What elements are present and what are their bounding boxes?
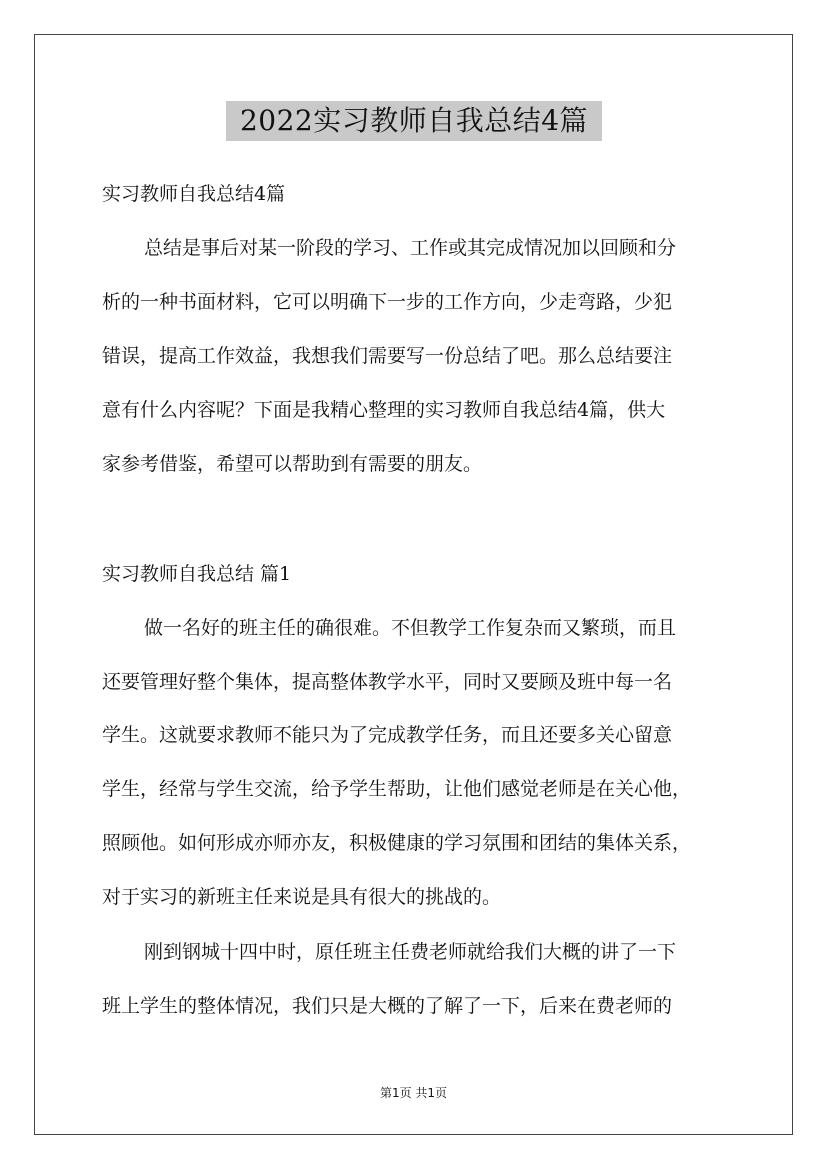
intro-line: 总结是事后对某一阶段的学习、工作或其完成情况加以回顾和分 xyxy=(144,237,677,259)
document-title: 2022实习教师自我总结4篇 xyxy=(226,101,602,141)
paragraph-line: 班上学生的整体情况，我们只是大概的了解了一下，后来在费老师的 xyxy=(102,995,673,1017)
intro-line: 析的一种书面材料，它可以明确下一步的工作方向，少走弯路，少犯 xyxy=(102,291,673,313)
paragraph-line: 刚到钢城十四中时，原任班主任费老师就给我们大概的讲了一下 xyxy=(144,941,677,963)
paragraph-line: 学生，经常与学生交流，给予学生帮助，让他们感觉老师是在关心他， xyxy=(102,778,692,800)
intro-line: 错误，提高工作效益，我想我们需要写一份总结了吧。那么总结要注 xyxy=(102,345,673,367)
paragraph-line: 还要管理好整个集体，提高整体教学水平，同时又要顾及班中每一名 xyxy=(102,671,673,693)
paragraph-line: 学生。这就要求教师不能只为了完成教学任务，而且还要多关心留意 xyxy=(102,724,673,746)
page-footer: 第1页 共1页 xyxy=(379,1086,448,1100)
paragraph-line: 照顾他。如何形成亦师亦友，积极健康的学习氛围和团结的集体关系， xyxy=(102,832,692,854)
intro-line: 意有什么内容呢？下面是我精心整理的实习教师自我总结4篇，供大 xyxy=(102,399,666,421)
section-heading: 实习教师自我总结 篇1 xyxy=(102,563,292,585)
paragraph-line: 做一名好的班主任的确很难。不但教学工作复杂而又繁琐，而且 xyxy=(144,617,677,639)
document-subtitle: 实习教师自我总结4篇 xyxy=(102,183,286,205)
intro-line: 家参考借鉴，希望可以帮助到有需要的朋友。 xyxy=(102,453,483,475)
paragraph-line: 对于实习的新班主任来说是具有很大的挑战的。 xyxy=(102,886,502,908)
